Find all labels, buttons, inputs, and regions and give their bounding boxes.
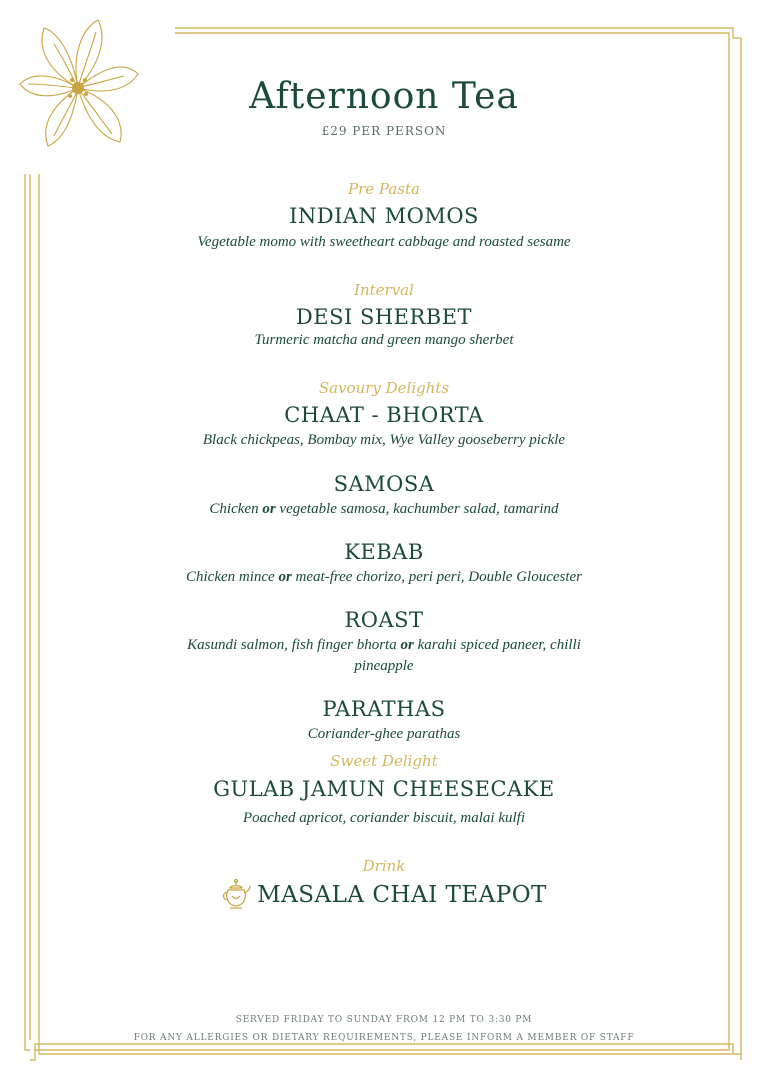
or-emphasis: or [400,637,414,653]
dish-masala-chai-teapot: MASALA CHAI TEAPOT [257,882,547,908]
desc-text: Kasundi salmon, fish finger bhorta [187,637,401,653]
price: £29 PER PERSON [321,124,447,138]
dish-roast: ROAST [344,608,424,632]
desc-roast [170,635,598,677]
footer-served: SERVED FRIDAY TO SUNDAY FROM 12 PM TO 3:30 PM [235,1015,533,1025]
page-title: Afternoon Tea [249,76,519,117]
desc-text: meat-free chorizo, peri peri, Double Gloucester [291,569,583,585]
desc-kebab [170,567,598,588]
section-label-drink: Drink [362,857,406,875]
footer-allergies: FOR ANY ALLERGIES OR DIETARY REQUIREMENTS, PLEASE INFORM A MEMBER OF STAFF [133,1033,635,1043]
dish-parathas: PARATHAS [322,697,446,721]
drink-row [0,878,768,912]
desc-text: Chicken [209,501,263,517]
section-label-savoury: Savoury Delights [318,379,450,397]
desc-desi-sherbet: Turmeric matcha and green mango sherbet [254,332,514,348]
or-emphasis: or [278,569,292,585]
section-label-pre-pasta: Pre Pasta [348,180,420,198]
dish-kebab: KEBAB [344,540,424,564]
desc-gulab-jamun-cheesecake: Poached apricot, coriander biscuit, malai kulfi [242,810,526,826]
or-emphasis: or [262,501,276,517]
desc-text: karahi spiced paneer, chilli pineapple [354,637,581,674]
desc-chaat-bhorta: Black chickpeas, Bombay mix, Wye Valley gooseberry pickle [202,432,566,448]
desc-text: vegetable samosa, kachumber salad, tamarind [275,501,559,517]
section-label-interval: Interval [354,281,414,299]
dish-gulab-jamun-cheesecake: GULAB JAMUN CHEESECAKE [213,777,555,801]
dish-indian-momos: INDIAN MOMOS [289,204,479,228]
dish-desi-sherbet: DESI SHERBET [295,305,473,329]
dish-samosa: SAMOSA [333,472,435,496]
teapot-icon [221,878,251,912]
desc-parathas: Coriander-ghee parathas [307,726,461,742]
desc-text: Chicken mince [185,569,279,585]
dish-chaat-bhorta: CHAAT - BHORTA [284,403,484,427]
section-label-sweet: Sweet Delight [330,752,438,770]
desc-samosa [170,499,598,520]
desc-indian-momos: Vegetable momo with sweetheart cabbage and roasted sesame [197,234,571,250]
